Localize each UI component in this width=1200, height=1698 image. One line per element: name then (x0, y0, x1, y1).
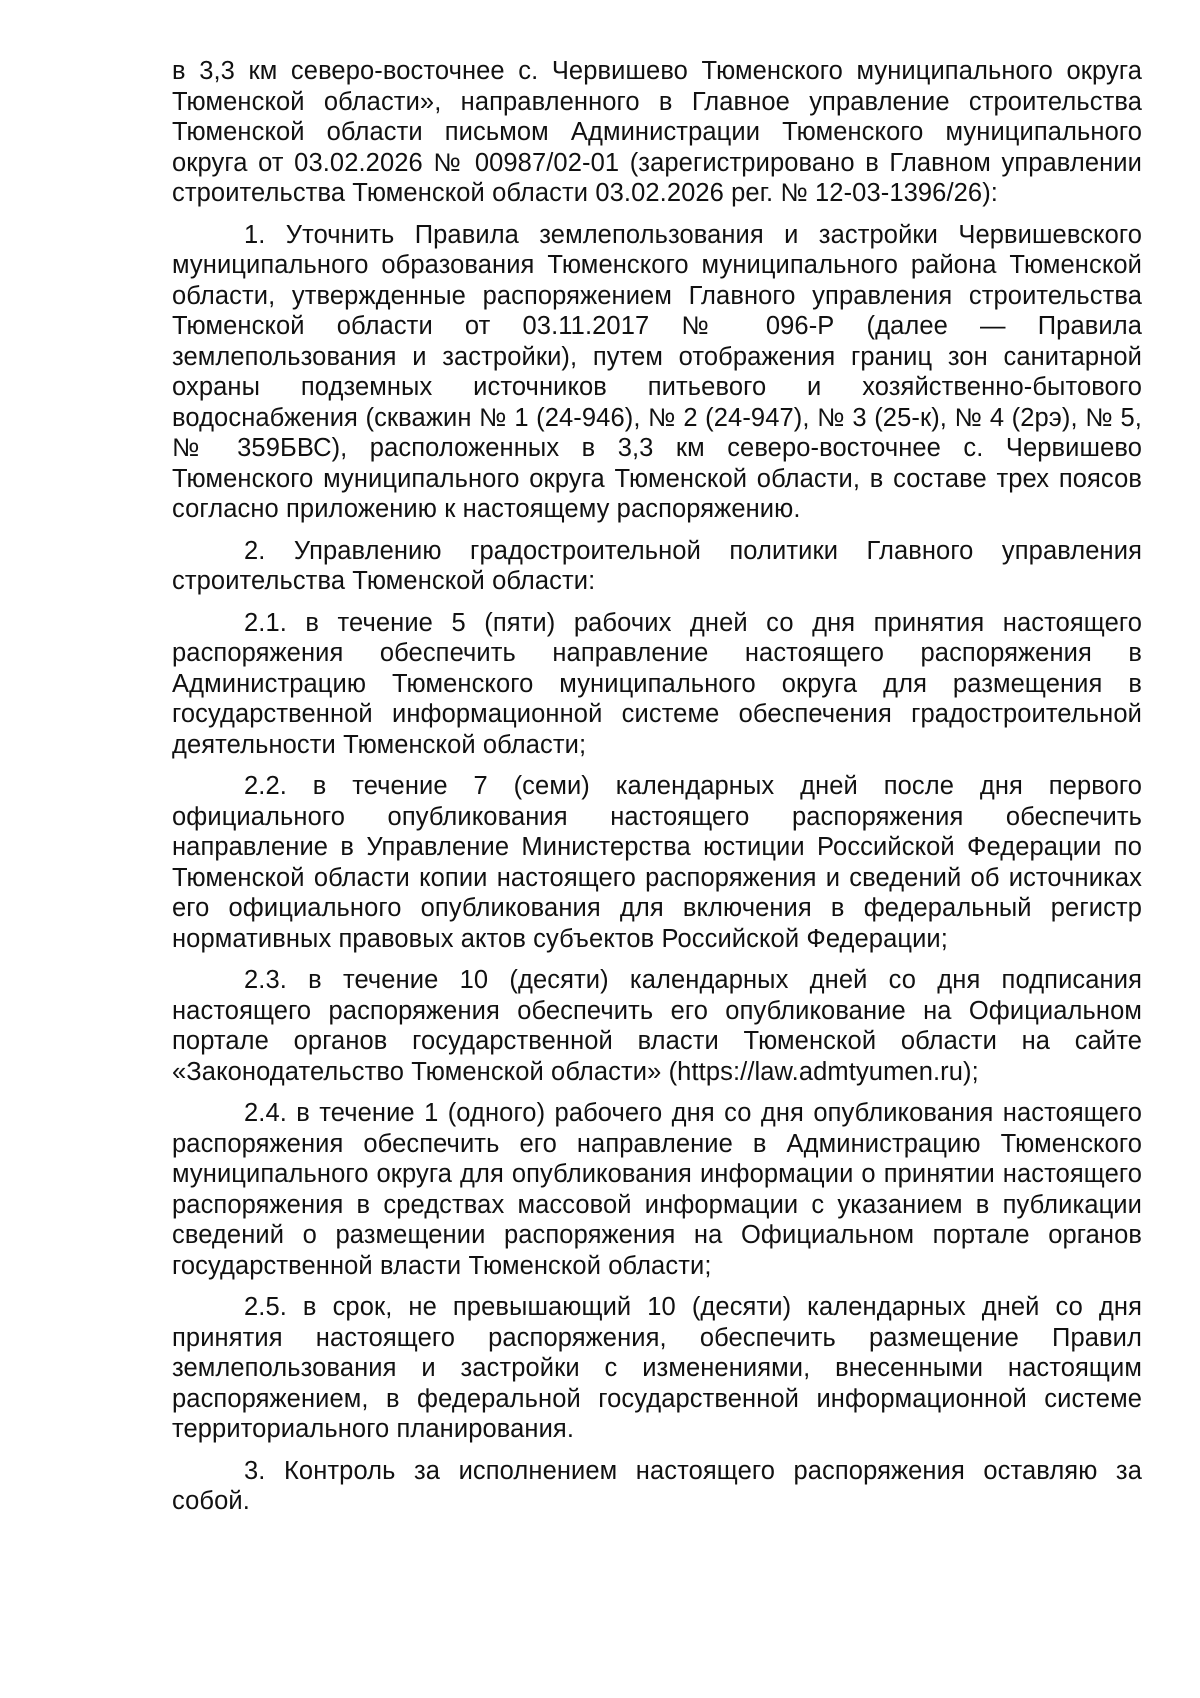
paragraph-item-2-1: 2.1. в течение 5 (пяти) рабочих дней со дня принятия настоящего распоряжения обеспечить направление настоящего распоряжения в Администрацию Тюменского муниципального округа для размещения в государственной информационной системе обеспечения градостроительной деятельности Тюменской области; (172, 608, 1142, 759)
document-body (172, 56, 1142, 1528)
paragraph-preamble-continuation: в 3,3 км северо-восточнее с. Червишево Тюменского муниципального округа Тюменской области», направленного в Главное управление строительства Тюменской области письмом Администрации Тюменского муниципального округа от 03.02.2026 № 00987/02-01 (зарегистрировано в Главном управлении строительства Тюменской области 03.02.2026 рег. № 12-03-1396/26): (172, 57, 1142, 207)
paragraph-item-2-3: 2.3. в течение 10 (десяти) календарных дней со дня подписания настоящего распоряжения обеспечить его опубликование на Официальном портале органов государственной власти Тюменской области на сайте «Законодательство Тюменской области» (https://law.admtyumen.ru); (172, 966, 1142, 1086)
paragraph-item-3: 3. Контроль за исполнением настоящего распоряжения оставляю за собой. (172, 1456, 1142, 1515)
paragraph-item-2-2: 2.2. в течение 7 (семи) календарных дней после дня первого официального опубликования настоящего распоряжения обеспечить направление в Управление Министерства юстиции Российской Федерации по Тюменской области копии настоящего распоряжения и сведений об источниках его официального опубликования для включения в федеральный регистр нормативных правовых актов субъектов Российской Федерации; (172, 772, 1142, 953)
paragraph-item-2: 2. Управлению градостроительной политики Главного управления строительства Тюменской области: (172, 536, 1142, 595)
paragraph-item-1: 1. Уточнить Правила землепользования и застройки Червишевского муниципального образования Тюменского муниципального района Тюменской области, утвержденные распоряжением Главного управления строительства Тюменской области от 03.11.2017 № 096-Р (далее — Правила землепользования и застройки), путем отображения границ зон санитарной охраны подземных источников питьевого и хозяйственно-бытового водоснабжения (скважин № 1 (24-946), № 2 (24-947), № 3 (25-к), № 4 (2рэ), № 5, № 359БВС), расположенных в 3,3 км северо-восточнее с. Червишево Тюменского муниципального округа Тюменской области, в составе трех поясов согласно приложению к настоящему распоряжению. (172, 220, 1142, 523)
paragraph-item-2-4: 2.4. в течение 1 (одного) рабочего дня со дня опубликования настоящего распоряжения обеспечить его направление в Администрацию Тюменского муниципального округа для опубликования информации о принятии настоящего распоряжения в средствах массовой информации с указанием в публикации сведений о размещении распоряжения на Официальном портале органов государственной власти Тюменской области; (172, 1099, 1142, 1280)
paragraph-item-2-5: 2.5. в срок, не превышающий 10 (десяти) календарных дней со дня принятия настоящего распоряжения, обеспечить размещение Правил землепользования и застройки с изменениями, внесенными настоящим распоряжением, в федеральной государственной информационной системе территориального планирования. (172, 1293, 1142, 1443)
